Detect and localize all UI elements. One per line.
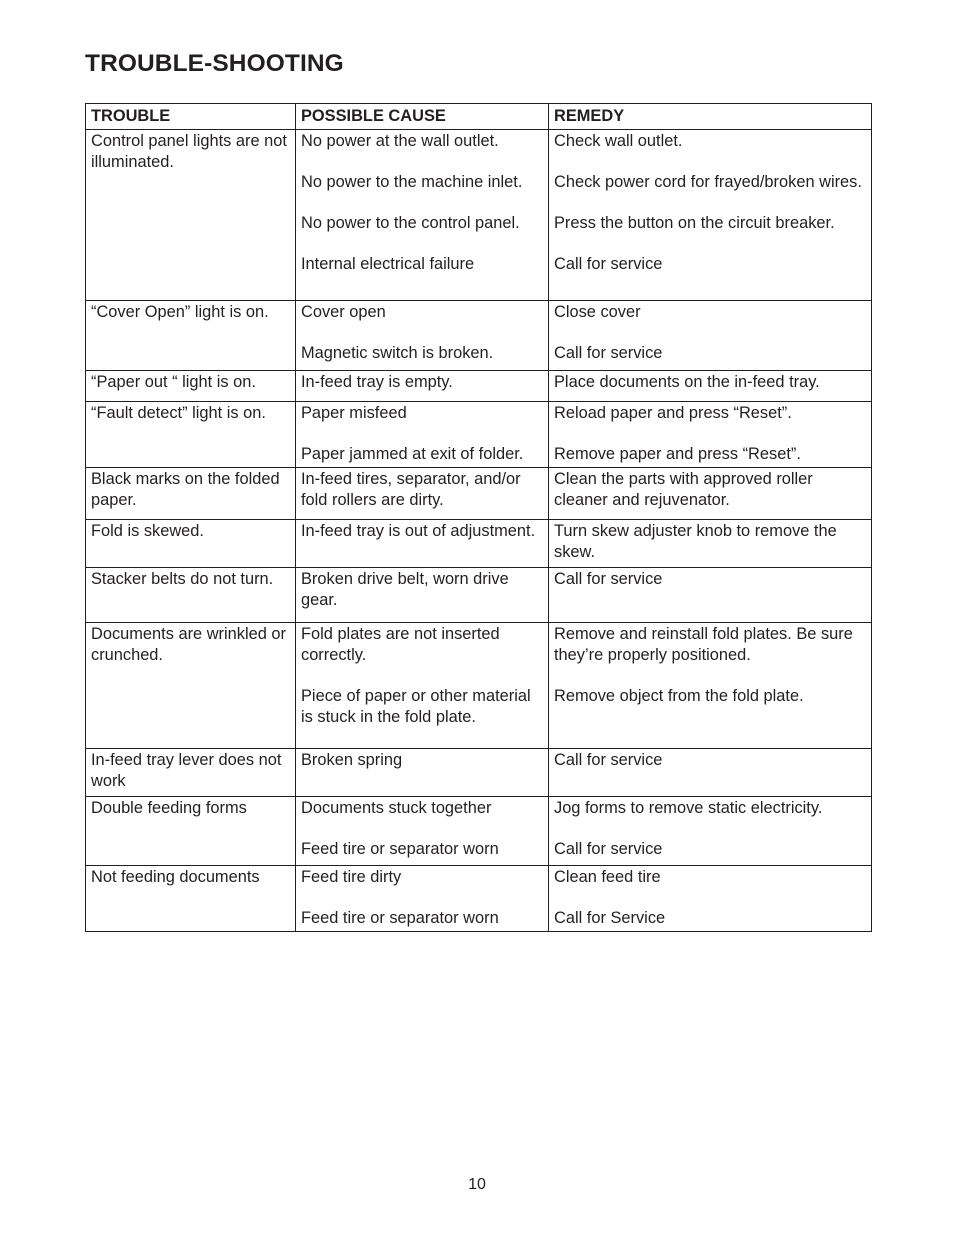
cause-text: Broken drive belt, worn drive gear. [301,570,509,609]
cause-text: Broken spring [301,751,403,769]
possible-cause-cell [296,371,549,402]
remedy-cell [549,568,872,623]
remedy-cell [549,371,872,402]
page-title: TROUBLE-SHOOTING [85,50,344,77]
remedy-text: Jog forms to remove static electricity. [554,799,823,817]
trouble-cell [86,568,296,623]
remedy-text: Call for service [554,840,663,858]
possible-cause-cell [296,866,549,932]
remedy-cell [549,520,872,568]
trouble-cell [86,301,296,371]
cause-text: Internal electrical failure [301,255,475,273]
remedy-text: Close cover [554,303,641,321]
entry-spacer [554,234,867,254]
trouble-cell [86,402,296,468]
remedy-text: Call for service [554,751,663,769]
remedy-text: Clean the parts with approved roller cleaner and rejuvenator. [554,470,813,509]
table-row [86,568,872,623]
remedy-cell [549,623,872,749]
remedy-text: Call for service [554,344,663,362]
possible-cause-cell [296,797,549,866]
possible-cause-cell [296,402,549,468]
possible-cause-cell [296,130,549,301]
trouble-cell [86,468,296,520]
trouble-cell [86,749,296,797]
table-row [86,797,872,866]
header-remedy: REMEDY [549,104,872,130]
entry-spacer [554,888,867,908]
trouble-text: Not feeding documents [91,868,260,886]
table-row [86,468,872,520]
remedy-cell [549,468,872,520]
trouble-cell [86,623,296,749]
header-trouble: TROUBLE [86,104,296,130]
trouble-cell [86,371,296,402]
possible-cause-cell [296,749,549,797]
trouble-cell [86,797,296,866]
table-row [86,520,872,568]
entry-spacer [554,323,867,343]
remedy-cell [549,749,872,797]
cause-text: Feed tire dirty [301,868,402,886]
table-row [86,130,872,301]
entry-spacer [301,819,544,839]
remedy-text: Call for Service [554,909,666,927]
cause-text: No power at the wall outlet. [301,132,499,150]
cause-text: Fold plates are not inserted correctly. [301,625,500,664]
cause-text: In-feed tires, separator, and/or fold rollers are dirty. [301,470,521,509]
possible-cause-cell [296,301,549,371]
troubleshooting-table [85,103,872,932]
remedy-cell [549,130,872,301]
cause-text: Feed tire or separator worn [301,840,499,858]
header-possible-cause: POSSIBLE CAUSE [296,104,549,130]
cause-text: In-feed tray is out of adjustment. [301,522,536,540]
table-row [86,623,872,749]
cause-text: Paper misfeed [301,404,407,422]
entry-spacer [301,193,544,213]
remedy-cell [549,797,872,866]
trouble-text: Double feeding forms [91,799,247,817]
table-row [86,371,872,402]
remedy-text: Call for service [554,255,663,273]
trouble-text: Fold is skewed. [91,522,204,540]
remedy-cell [549,402,872,468]
remedy-text: Turn skew adjuster knob to remove the skew. [554,522,837,561]
entry-spacer [301,424,544,444]
trouble-text: Black marks on the folded paper. [91,470,280,509]
possible-cause-cell [296,568,549,623]
entry-spacer [301,152,544,172]
trouble-text: “Paper out “ light is on. [91,373,256,391]
table-header-row [86,104,872,130]
possible-cause-cell [296,468,549,520]
entry-spacer [301,234,544,254]
entry-spacer [301,666,544,686]
entry-spacer [301,323,544,343]
entry-spacer [554,666,867,686]
cause-text: Piece of paper or other material is stuck in the fold plate. [301,687,531,726]
trouble-cell [86,866,296,932]
remedy-text: Check power cord for frayed/broken wires. [554,173,862,191]
trouble-text: Stacker belts do not turn. [91,570,274,588]
cause-text: In-feed tray is empty. [301,373,453,391]
cause-text: Cover open [301,303,386,321]
table-row [86,866,872,932]
cause-text: Documents stuck together [301,799,492,817]
trouble-text: “Cover Open” light is on. [91,303,269,321]
entry-spacer [554,193,867,213]
remedy-text: Remove and reinstall fold plates. Be sure they’re properly positioned. [554,625,853,664]
cause-text: No power to the control panel. [301,214,520,232]
possible-cause-cell [296,520,549,568]
remedy-text: Call for service [554,570,663,588]
trouble-text: “Fault detect” light is on. [91,404,266,422]
remedy-text: Press the button on the circuit breaker. [554,214,835,232]
entry-spacer [554,819,867,839]
cause-text: No power to the machine inlet. [301,173,523,191]
table-row [86,301,872,371]
trouble-text: Documents are wrinkled or crunched. [91,625,286,664]
remedy-text: Reload paper and press “Reset”. [554,404,792,422]
cause-text: Feed tire or separator worn [301,909,499,927]
remedy-cell [549,866,872,932]
table-row [86,402,872,468]
remedy-text: Remove object from the fold plate. [554,687,804,705]
trouble-text: In-feed tray lever does not work [91,751,282,790]
trouble-text: Control panel lights are not illuminated. [91,132,287,171]
table-row [86,749,872,797]
cause-text: Magnetic switch is broken. [301,344,494,362]
possible-cause-cell [296,623,549,749]
remedy-text: Place documents on the in-feed tray. [554,373,820,391]
remedy-text: Clean feed tire [554,868,661,886]
entry-spacer [554,152,867,172]
remedy-cell [549,301,872,371]
trouble-cell [86,130,296,301]
entry-spacer [554,424,867,444]
page-number: 10 [468,1176,486,1193]
cause-text: Paper jammed at exit of folder. [301,445,524,463]
trouble-cell [86,520,296,568]
remedy-text: Check wall outlet. [554,132,683,150]
entry-spacer [301,888,544,908]
remedy-text: Remove paper and press “Reset”. [554,445,801,463]
